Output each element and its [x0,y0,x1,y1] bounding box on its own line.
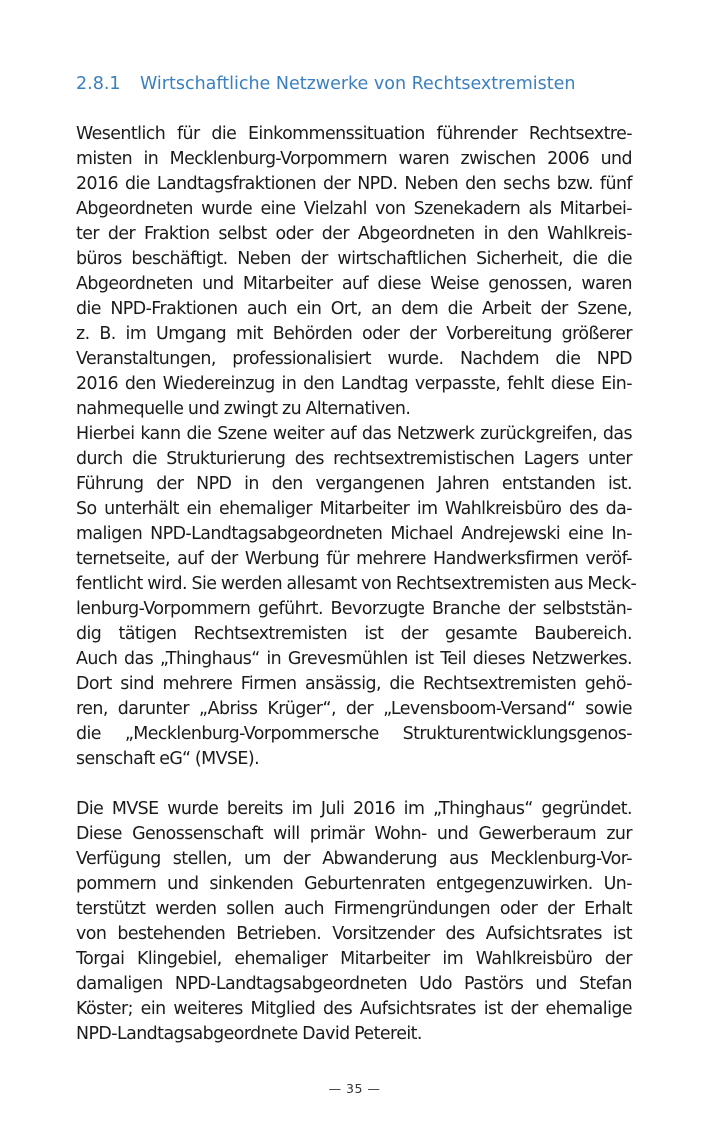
section-title: Wirtschaftliche Netzwerke von Rechtsextremisten [140,74,576,94]
text-line: ren, darunter „Abriss Krüger“, der „Levensboom-Versand“ sowie [76,699,632,719]
text-line: die „Mecklenburg-Vorpommersche Strukturentwicklungsgenos- [76,724,632,744]
text-line: damaligen NPD-Landtagsabgeordneten Udo Pastörs und Stefan [76,974,632,994]
text-line: ter der Fraktion selbst oder der Abgeordneten in den Wahlkreis- [76,224,632,244]
text-line: büros beschäftigt. Neben der wirtschaftlichen Sicherheit, die die [76,249,632,269]
page-number: — 35 — [328,1081,381,1096]
body-text [76,122,637,1047]
text-line: durch die Strukturierung des rechtsextremistischen Lagers unter [76,449,632,469]
text-line: ternetseite, auf der Werbung für mehrere Handwerksfirmen veröf- [76,549,632,569]
text-line: z. B. im Umgang mit Behörden oder der Vorbereitung größerer [76,324,632,344]
section-number: 2.8.1 [76,74,121,94]
text-line: Auch das „Thinghaus“ in Grevesmühlen ist Teil dieses Netzwerkes. [76,649,632,669]
text-line: 2016 die Landtagsfraktionen der NPD. Neben den sechs bzw. fünf [76,174,632,194]
text-line: von bestehenden Betrieben. Vorsitzender des Aufsichtsrates ist [76,924,632,944]
text-line: Veranstaltungen, professionalisiert wurde. Nachdem die NPD [76,349,632,369]
text-line: dig tätigen Rechtsextremisten ist der gesamte Baubereich. [76,624,632,644]
text-line: terstützt werden sollen auch Firmengründungen oder der Erhalt [76,899,632,919]
text-line: Torgai Klingebiel, ehemaliger Mitarbeiter im Wahlkreisbüro der [76,949,632,969]
text-line: senschaft eG“ (MVSE). [76,749,260,769]
paragraph-gap [76,772,632,797]
text-line: Köster; ein weiteres Mitglied des Aufsichtsrates ist der ehemalige [76,999,632,1019]
text-line: Hierbei kann die Szene weiter auf das Netzwerk zurückgreifen, das [76,424,632,444]
text-line: Abgeordneten wurde eine Vielzahl von Szenekadern als Mitarbei- [76,199,632,219]
text-line: Wesentlich für die Einkommenssituation führender Rechtsextre- [76,124,632,144]
text-line: So unterhält ein ehemaliger Mitarbeiter im Wahlkreisbüro des da- [76,499,632,519]
text-line: pommern und sinkenden Geburtenraten entgegenzuwirken. Un- [76,874,632,894]
text-line: fentlicht wird. Sie werden allesamt von Rechtsextremisten aus Meck- [76,574,637,594]
text-line: die NPD-Fraktionen auch ein Ort, an dem die Arbeit der Szene, [76,299,632,319]
text-line: maligen NPD-Landtagsabgeordneten Michael Andrejewski eine In- [76,524,632,544]
text-line: NPD-Landtagsabgeordnete David Petereit. [76,1024,422,1044]
text-line: Verfügung stellen, um der Abwanderung aus Mecklenburg-Vor- [76,849,632,869]
text-line: 2016 den Wiedereinzug in den Landtag verpasste, fehlt diese Ein- [76,374,632,394]
text-line: Die MVSE wurde bereits im Juli 2016 im „Thinghaus“ gegründet. [76,799,632,819]
text-line: misten in Mecklenburg-Vorpommern waren zwischen 2006 und [76,149,632,169]
text-line: Dort sind mehrere Firmen ansässig, die Rechtsextremisten gehö- [76,674,632,694]
text-line: Führung der NPD in den vergangenen Jahren entstanden ist. [76,474,632,494]
section-heading [76,72,636,96]
text-line: lenburg-Vorpommern geführt. Bevorzugte Branche der selbststän- [76,599,632,619]
text-line: Abgeordneten und Mitarbeiter auf diese Weise genossen, waren [76,274,632,294]
text-line: nahmequelle und zwingt zu Alternativen. [76,399,411,419]
text-line: Diese Genossenschaft will primär Wohn- und Gewerberaum zur [76,824,632,844]
